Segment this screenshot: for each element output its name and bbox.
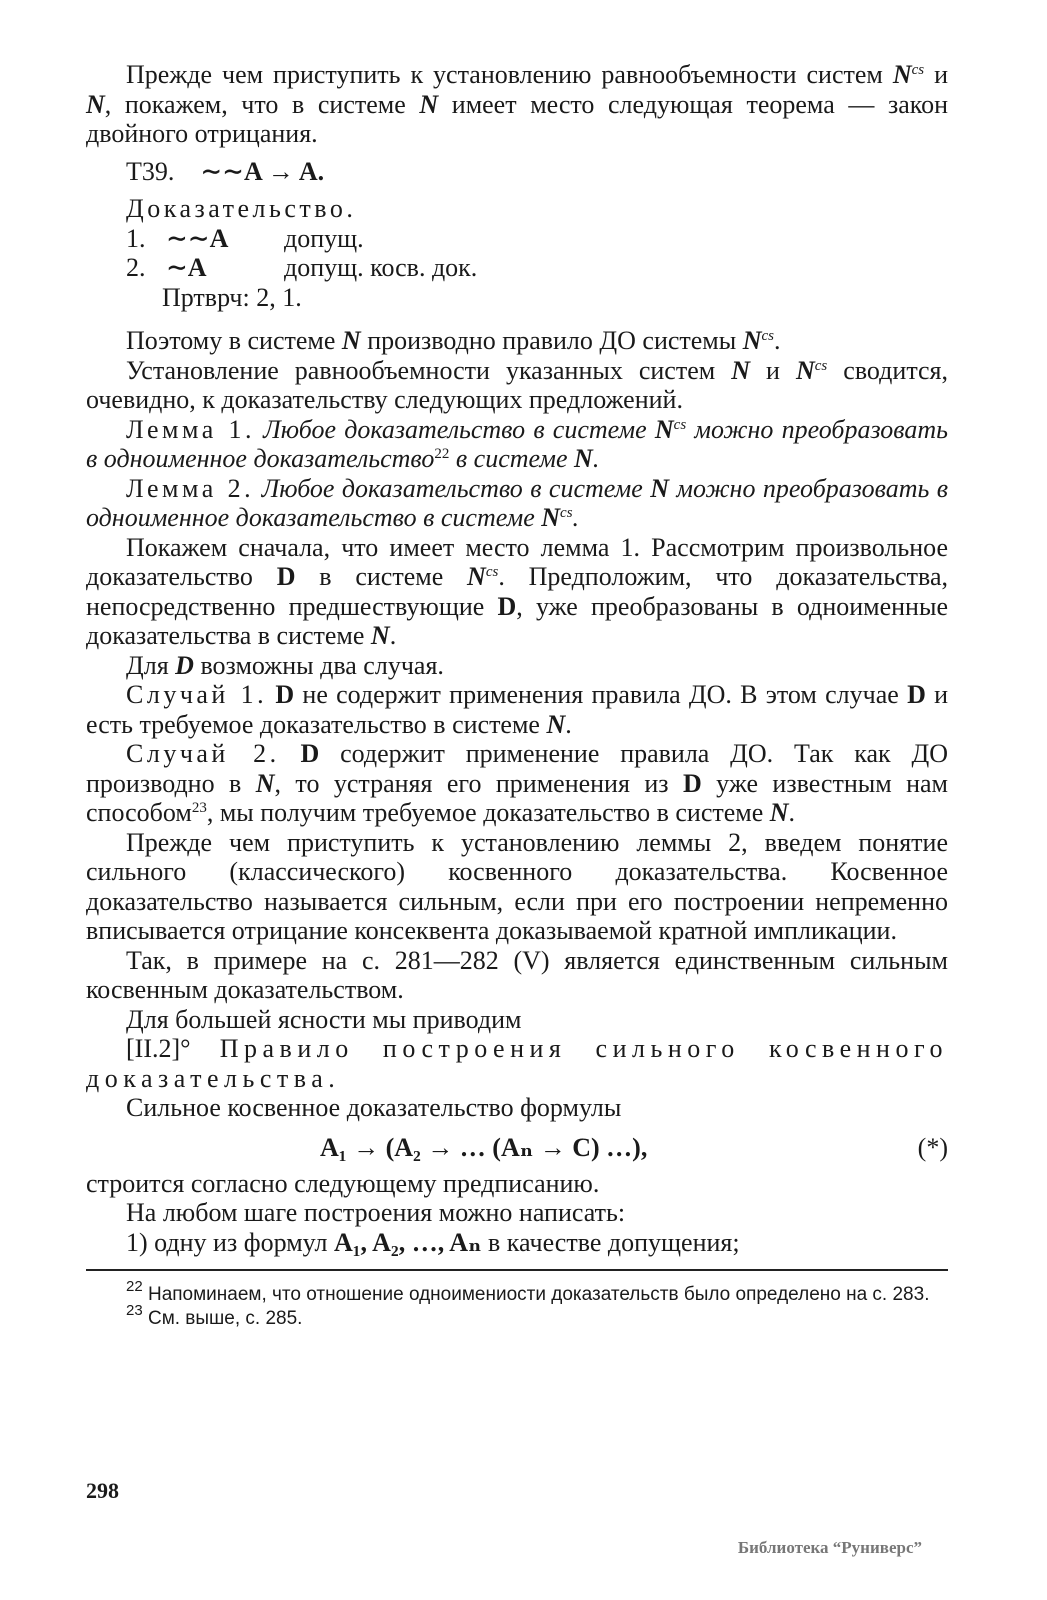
- page-body: [86, 60, 948, 1331]
- proof-line-number: 2.: [126, 253, 146, 282]
- text: Прежде чем приступить к установлению равнообъемности систем: [126, 60, 893, 89]
- system-name: N: [467, 562, 486, 591]
- theorem-t39: [126, 157, 948, 187]
- system-name: N: [769, 798, 789, 827]
- text: можно преобразовать в одноименное доказательство в системе: [86, 473, 949, 532]
- lemma-1: [86, 415, 948, 474]
- footnote-text: Напоминаем, что отношение одноимениости доказательств было определено на с. 283.: [142, 1284, 930, 1305]
- system-name: N: [731, 355, 751, 385]
- proof-symbol: D: [682, 768, 702, 798]
- text: в системе: [449, 444, 575, 473]
- lemma-label: Лемма 2.: [126, 473, 255, 503]
- proof-line-note: допущ. косв. док.: [284, 253, 478, 282]
- text: не содержит применения правила ДО. В этом случае: [294, 680, 908, 709]
- case-label: Случай 1.: [126, 680, 268, 709]
- case-label: Случай 2.: [126, 739, 280, 768]
- case-1: [86, 680, 948, 739]
- text: 1) одну из формул: [126, 1227, 334, 1257]
- proof-line-note: допущ.: [284, 223, 364, 253]
- paragraph-7: Для большей ясности мы приводим: [126, 1004, 522, 1034]
- text: сводится, очевидно, к доказательству следующих предложений.: [86, 355, 948, 414]
- system-name: N: [255, 768, 275, 798]
- system-name: N: [370, 621, 390, 650]
- rule-heading: [86, 1034, 948, 1093]
- text: .: [389, 621, 397, 650]
- system-name: N: [892, 60, 912, 89]
- proof-symbol: D: [497, 591, 517, 621]
- display-formula: [86, 1129, 948, 1169]
- paragraph-4: [86, 651, 948, 681]
- system-name: N: [419, 89, 439, 119]
- footnote-text: См. выше, с. 285.: [142, 1308, 303, 1329]
- system-name: N: [86, 89, 105, 119]
- text: в качестве допущения;: [481, 1227, 740, 1257]
- lemma-2: [86, 474, 948, 533]
- text: можно преобразовать в одноименное доказательство: [86, 414, 949, 473]
- lemma-label: Лемма 1.: [126, 414, 255, 444]
- text: и есть требуемое доказательство в системе: [86, 680, 949, 739]
- paragraph-9: строится согласно следующему предписанию.: [86, 1168, 600, 1198]
- text: .: [774, 326, 781, 355]
- text: , мы получим требуемое доказательство в системе: [206, 798, 770, 827]
- text: имеет место следующая теорема — закон двойного отрицания.: [86, 89, 948, 148]
- list-item-1: [86, 1228, 948, 1258]
- superscript: cs: [673, 416, 687, 433]
- intro-paragraph: [86, 60, 948, 149]
- proof-line-1: [126, 224, 948, 254]
- footnote-number: 23: [126, 1302, 143, 1319]
- proof-symbol: D: [175, 650, 194, 680]
- footnote-separator: [86, 1269, 948, 1271]
- formula-list: A₁, A₂, …, Aₙ: [333, 1227, 482, 1257]
- text: Для: [126, 650, 176, 680]
- system-name: N: [574, 444, 593, 473]
- text: Установление равнообъемности указанных систем: [126, 355, 732, 385]
- proof-symbol: D: [907, 680, 926, 709]
- paragraph-6: Так, в примере на с. 281—282 (V) является единственным сильным косвенным доказательством.: [86, 945, 948, 1004]
- proof-line-formula: ∼A: [166, 253, 207, 282]
- footnote-number: 22: [126, 1278, 143, 1295]
- text: возможны два случая.: [193, 650, 444, 680]
- text: [280, 739, 301, 768]
- formula-tag: (*): [917, 1132, 948, 1162]
- system-name: N: [541, 503, 561, 532]
- text: , покажем, что в системе: [104, 89, 420, 119]
- footnotes: [86, 1278, 948, 1331]
- paragraph-5: Прежде чем приступить к установлению леммы 2, введем понятие сильного (классического) косвенного доказательства. Косвенное доказательство называется сильным, если при его построении непременно вписывается отрицание консеквента доказываемой кратной импликации.: [86, 827, 948, 945]
- paragraph-3: [86, 533, 948, 651]
- text: .: [592, 444, 600, 473]
- proof-line-formula: ∼∼A: [166, 223, 229, 253]
- system-name: N: [795, 355, 815, 385]
- paragraph-8: Сильное косвенное доказательство формулы: [126, 1093, 622, 1122]
- text: и: [750, 355, 796, 385]
- case-2: [86, 739, 948, 828]
- footnote-23: [86, 1302, 948, 1331]
- superscript: cs: [485, 564, 499, 580]
- system-name: N: [650, 473, 669, 503]
- rule-title: Правило построения сильного косвенного доказательства.: [86, 1034, 948, 1093]
- system-name: N: [341, 326, 361, 355]
- text: содержит применение правила ДО. Так как ДО производно в: [86, 739, 948, 798]
- theorem-formula: ∼∼A → A.: [200, 156, 325, 186]
- paragraph-1: [86, 326, 948, 356]
- proof-line-number: 1.: [126, 223, 146, 253]
- theorem-label: Т39.: [126, 156, 175, 186]
- text: .: [788, 798, 796, 827]
- proof-symbol: D: [275, 680, 295, 709]
- text: .: [572, 503, 580, 532]
- superscript: cs: [761, 328, 775, 344]
- paragraph-2: [86, 356, 948, 415]
- superscript: cs: [560, 505, 573, 521]
- text: в системе: [295, 562, 468, 591]
- text: уже известным нам способом: [86, 768, 948, 827]
- footnote-ref[interactable]: 23: [191, 800, 207, 816]
- system-name: N: [742, 326, 762, 355]
- system-name: N: [654, 414, 674, 444]
- text: Любое доказательство в системе: [254, 473, 651, 503]
- paragraph-10: На любом шаге построения можно написать:: [126, 1198, 626, 1227]
- proof-heading: Доказательство.: [126, 194, 357, 223]
- system-name: N: [546, 709, 566, 739]
- text: , то устраняя его применения из: [274, 768, 683, 798]
- superscript: cs: [911, 62, 925, 78]
- text: . Предположим, что доказательства, непосредственно предшествующие: [86, 562, 948, 621]
- footnote-22: [86, 1278, 948, 1307]
- rule-ref: [II.2]°: [126, 1034, 191, 1063]
- text: .: [565, 709, 572, 739]
- proof-contradiction: Пртврч: 2, 1.: [162, 282, 302, 312]
- text: Любое доказательство в системе: [254, 414, 655, 444]
- page-number: 298: [86, 1478, 119, 1503]
- proof-symbol: D: [300, 739, 320, 768]
- superscript: cs: [814, 357, 828, 374]
- formula-text: A₁ → (A₂ → … (Aₙ → C) …),: [320, 1132, 648, 1162]
- text: производно правило ДО системы: [360, 326, 743, 355]
- text: и: [924, 60, 948, 89]
- proof-line-2: [126, 253, 948, 283]
- text: Поэтому в системе: [126, 326, 342, 355]
- proof-symbol: D: [276, 562, 296, 591]
- footnote-ref[interactable]: 22: [434, 446, 450, 462]
- library-watermark: Библиотека “Руниверс”: [737, 1538, 922, 1557]
- text: , уже преобразованы в одноименные доказательства в системе: [86, 591, 948, 650]
- text: Покажем сначала, что имеет место лемма 1. Рассмотрим произвольное доказательство: [86, 532, 948, 591]
